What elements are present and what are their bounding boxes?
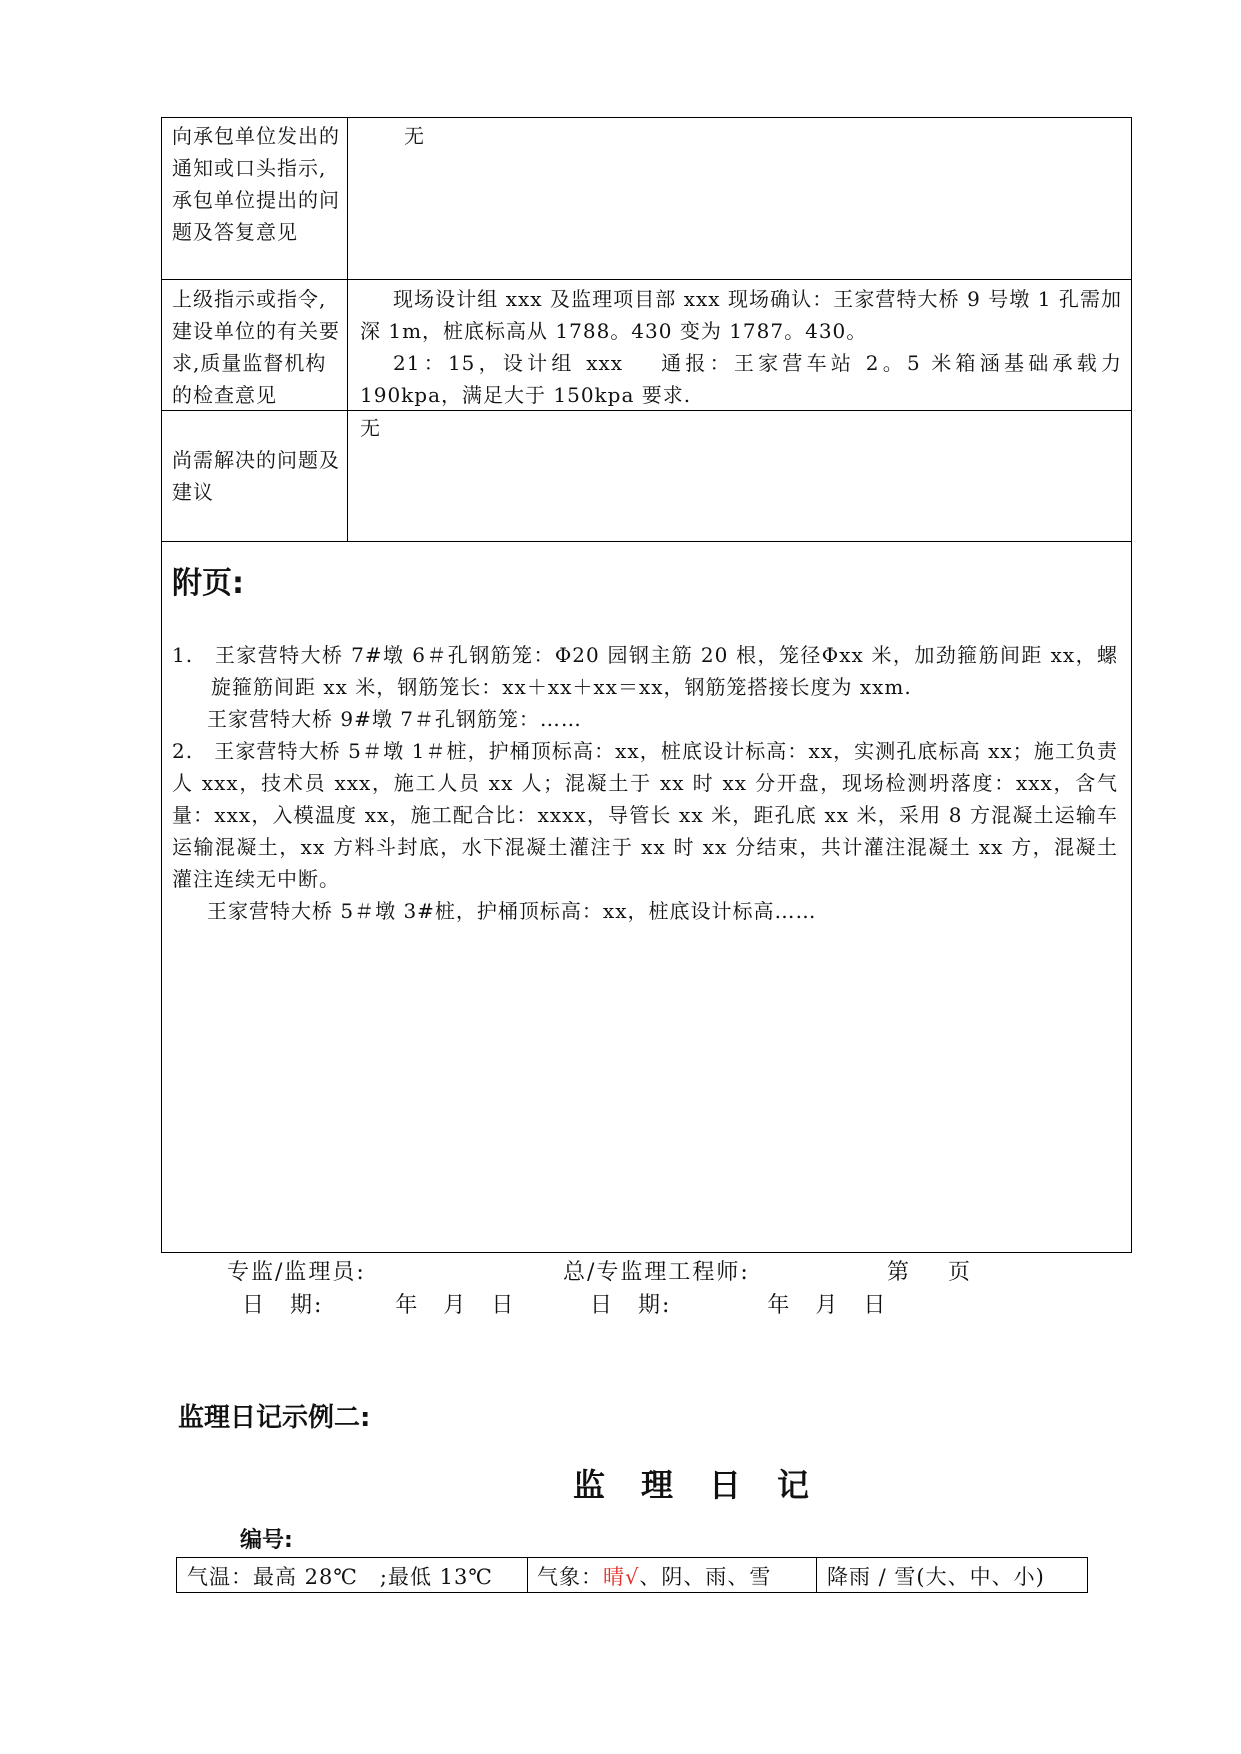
appendix-item-2: 2. 王家营特大桥 5＃墩 1＃桩，护桶顶标高：xx，桩底设计标高：xx，实测孔底标高 xx；施工负责人 xxx，技术员 xxx，施工人员 xx 人；混凝土于 xx 时 xx 分开盘，现场检测坍落度：xxx，含气量：xxx，入模温度 xx，施工配合比：xxxx，导管长 xx 米，距孔底 xx 米，采用 8 方混凝土运输车运输混凝土，xx 方料斗封底，水下混凝土灌注于 xx 时 xx 分结束，共计灌注混凝土 xx 方，混凝土灌注连续无中断。 <box>172 739 1118 891</box>
appendix-item-1: 1. 王家营特大桥 7#墩 6＃孔钢筋笼：Φ20 园钢主筋 20 根，笼径Φxx 米，加劲箍筋间距 xx，螺旋箍筋间距 xx 米，钢筋笼长：xx＋xx＋xx＝xx，钢筋笼搭接长度为 xxm. <box>172 643 1118 699</box>
chief-engineer-date: 日 期: 年 月 日 <box>590 1293 888 1318</box>
table-row-divider <box>161 541 1132 542</box>
chief-engineer-signature-label: 总/专监理工程师: <box>563 1260 750 1285</box>
row-label-instructions: 上级指示或指令,建设单位的有关要求,质量监督机构的检查意见 <box>172 287 340 407</box>
weather-cell-divider <box>816 1557 817 1593</box>
table-column-divider <box>347 117 348 541</box>
weather-cell-divider <box>527 1557 528 1593</box>
temperature-cell: 气温：最高 28℃ ;最低 13℃ <box>187 1565 493 1589</box>
table-row-divider <box>161 279 1132 280</box>
weather-condition-options: 、阴、雨、雪 <box>639 1565 772 1589</box>
row-content-instructions-2: 21：15，设计组 xxx 通报：王家营车站 2。5 米箱涵基础承载力 190kpa，满足大于 150kpa 要求. <box>360 351 1122 407</box>
page-number-prefix: 第 <box>887 1260 912 1285</box>
example-2-heading: 监理日记示例二: <box>178 1403 371 1433</box>
appendix-item-2b: 王家营特大桥 5＃墩 3#桩，护桶顶标高：xx，桩底设计标高…… <box>207 899 817 923</box>
supervisor-signature-label: 专监/监理员: <box>227 1260 366 1285</box>
page-number-suffix: 页 <box>948 1260 973 1285</box>
weather-condition-cell <box>537 1561 771 1591</box>
precipitation-cell: 降雨 / 雪(大、中、小) <box>827 1565 1045 1589</box>
weather-condition-label: 气象： <box>537 1565 603 1589</box>
appendix-item-1b: 王家营特大桥 9#墩 7＃孔钢筋笼：…… <box>207 707 582 731</box>
number-label: 编号: <box>240 1528 293 1553</box>
weather-selected-sunny: 晴√ <box>603 1565 640 1589</box>
diary-main-title: 监理日记 <box>573 1466 846 1504</box>
row-label-issues: 尚需解决的问题及建议 <box>172 448 340 504</box>
row-content-issues: 无 <box>360 416 381 440</box>
appendix-title: 附页: <box>172 566 244 601</box>
row-content-instructions-1: 现场设计组 xxx 及监理项目部 xxx 现场确认：王家营特大桥 9 号墩 1 孔需加深 1m，桩底标高从 1788。430 变为 1787。430。 <box>360 287 1122 343</box>
supervisor-date: 日 期: 年 月 日 <box>242 1293 516 1318</box>
row-content-notices: 无 <box>404 124 425 148</box>
row-label-notices: 向承包单位发出的通知或口头指示,承包单位提出的问题及答复意见 <box>172 124 340 244</box>
